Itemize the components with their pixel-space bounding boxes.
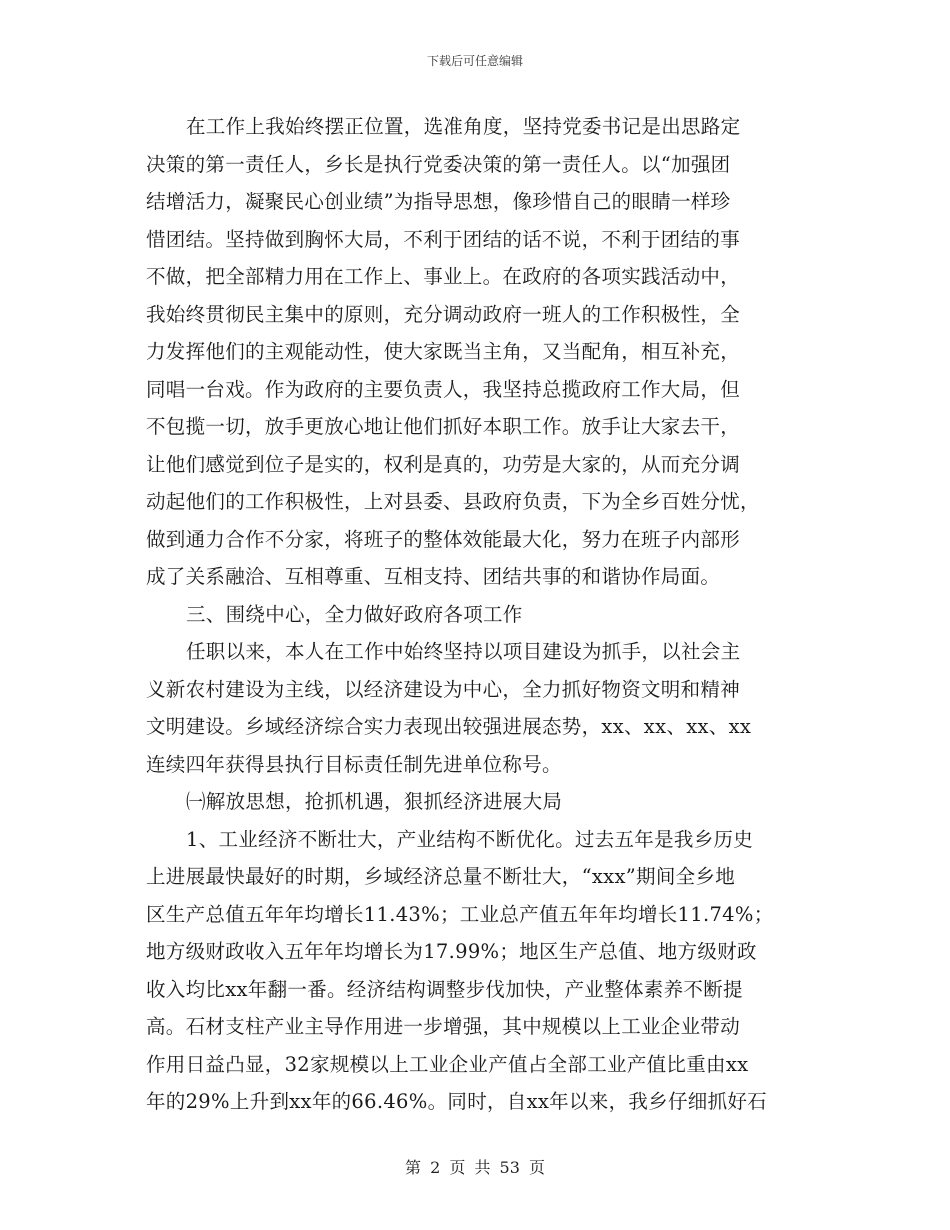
text-line: 动起他们的工作积极性，上对县委、县政府负责，下为全乡百姓分忧，	[146, 490, 760, 513]
text-line: 决策的第一责任人，乡长是执行党委决策的第一责任人。以“加强团	[146, 152, 731, 176]
text-line: 不做，把全部精力用在工作上、事业上。在政府的各项实践活动中，	[146, 265, 741, 288]
text-line: 任职以来，本人在工作中始终坚持以项目建设为抓手，以社会主	[186, 640, 741, 663]
text-line: 结增活力，凝聚民心创业绩”为指导思想，像珍惜自己的眼睛一样珍	[146, 190, 731, 213]
document-body	[146, 108, 806, 1121]
text-line: 上进展最快最好的时期，乡域经济总量不断壮大，“xxx”期间全乡地	[146, 865, 736, 888]
text-line: 力发挥他们的主观能动性，使大家既当主角，又当配角，相互补充，	[146, 340, 741, 363]
text-line: 让他们感觉到位子是实的，权利是真的，功劳是大家的，从而充分调	[146, 452, 741, 476]
text-line: 义新农村建设为主线，以经济建设为中心，全力抓好物资文明和精神	[146, 677, 741, 701]
text-line: 年的29%上升到xx年的66.46%。同时，自xx年以来，我乡仔细抓好石	[146, 1090, 767, 1113]
text-line: 做到通力合作不分家，将班子的整体效能最大化，努力在班子内部形	[146, 527, 741, 551]
text-line: 成了关系融洽、互相尊重、互相支持、团结共事的和谐协作局面。	[146, 565, 721, 588]
page-footer: 第 2 页 共 53 页	[405, 1158, 545, 1177]
text-line: 1、工业经济不断壮大，产业结构不断优化。过去五年是我乡历史	[186, 827, 754, 851]
page-header: 下载后可任意编辑	[426, 54, 523, 68]
text-line: 同唱一台戏。作为政府的主要负责人，我坚持总揽政府工作大局，但	[146, 377, 741, 401]
text-line: 我始终贯彻民主集中的原则，充分调动政府一班人的工作积极性，全	[146, 302, 741, 326]
text-line: ㈠解放思想，抢抓机遇，狠抓经济进展大局	[186, 790, 563, 813]
text-line: 高。石材支柱产业主导作用进一步增强，其中规模以上工业企业带动	[146, 1015, 741, 1038]
text-line: 作用日益凸显，32家规模以上工业企业产值占全部工业产值比重由xx	[146, 1052, 749, 1076]
text-line: 惜团结。坚持做到胸怀大局，不利于团结的话不说，不利于团结的事	[146, 227, 741, 251]
text-line: 不包揽一切，放手更放心地让他们抓好本职工作。放手让大家去干，	[146, 415, 741, 438]
text-line: 区生产总值五年年均增长11.43%；工业总产值五年年均增长11.74%；	[146, 902, 774, 926]
text-line: 连续四年获得县执行目标责任制先进单位称号。	[146, 752, 562, 776]
text-line: 文明建设。乡域经济综合实力表现出较强进展态势，xx、xx、xx、xx	[146, 715, 752, 738]
text-line: 三、围绕中心，全力做好政府各项工作	[186, 602, 523, 626]
text-line: 在工作上我始终摆正位置，选准角度，坚持党委书记是出思路定	[186, 115, 741, 138]
text-line: 地方级财政收入五年年均增长为17.99%；地区生产总值、地方级财政	[146, 940, 757, 963]
text-line: 收入均比xx年翻一番。经济结构调整步伐加快，产业整体素养不断提	[146, 977, 743, 1001]
